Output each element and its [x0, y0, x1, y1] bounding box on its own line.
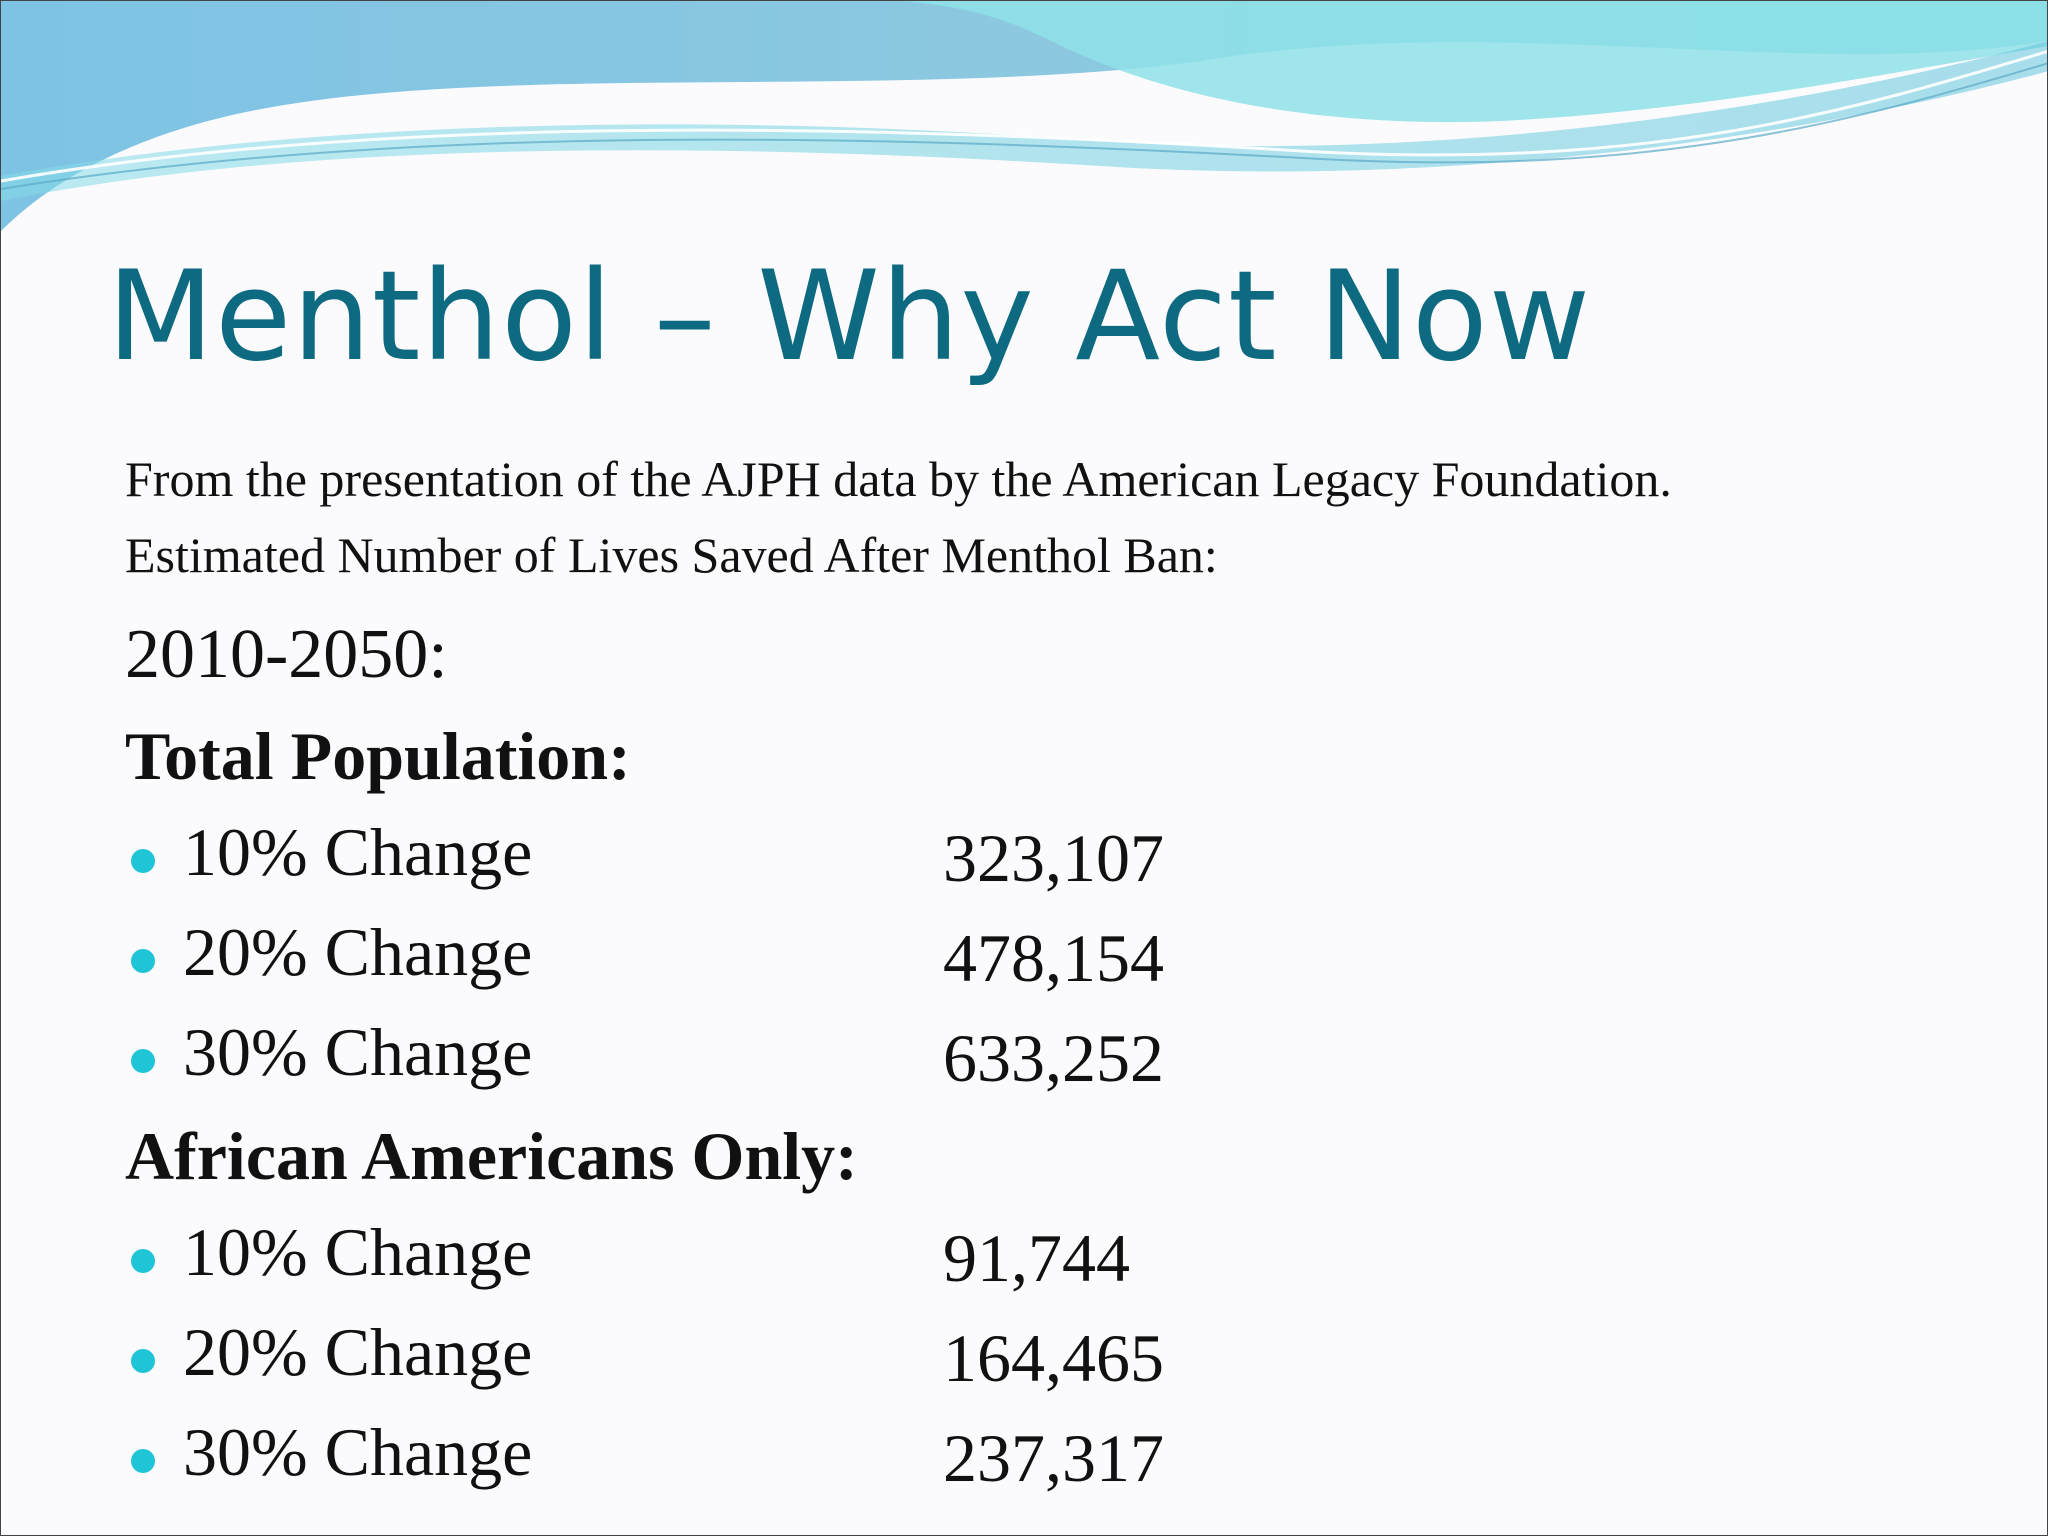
header-wave-decoration [1, 1, 2048, 241]
change-label: 10% Change [183, 814, 533, 890]
bullet-icon [131, 1049, 155, 1073]
bullet-icon [131, 1349, 155, 1373]
bullet-icon [131, 949, 155, 973]
list-item [125, 1013, 1425, 1103]
intro-line-estimate: Estimated Number of Lives Saved After Menthol Ban: [125, 527, 1218, 583]
bullet-icon [131, 1249, 155, 1273]
lives-saved-value: 164,465 [943, 1320, 1164, 1396]
group-heading-total-population: Total Population: [125, 718, 631, 794]
list-item [125, 913, 1425, 1003]
lives-saved-value: 91,744 [943, 1220, 1130, 1296]
change-label: 30% Change [183, 1414, 533, 1490]
change-label: 20% Change [183, 1314, 533, 1390]
bullet-icon [131, 849, 155, 873]
change-label: 30% Change [183, 1014, 533, 1090]
bullet-icon [131, 1449, 155, 1473]
change-label: 10% Change [183, 1214, 533, 1290]
list-item [125, 1413, 1425, 1503]
group-heading-african-americans: African Americans Only: [125, 1118, 858, 1194]
lives-saved-value: 478,154 [943, 920, 1164, 996]
intro-text [125, 441, 1672, 593]
list-item [125, 1313, 1425, 1403]
list-item [125, 1213, 1425, 1303]
list-item [125, 813, 1425, 903]
lives-saved-value: 323,107 [943, 820, 1164, 896]
lives-saved-value: 237,317 [943, 1420, 1164, 1496]
slide-title: Menthol – Why Act Now [107, 245, 1592, 389]
change-label: 20% Change [183, 914, 533, 990]
intro-line-source: From the presentation of the AJPH data by the American Legacy Foundation. [125, 451, 1672, 507]
year-range: 2010-2050: [125, 616, 448, 693]
lives-saved-value: 633,252 [943, 1020, 1164, 1096]
